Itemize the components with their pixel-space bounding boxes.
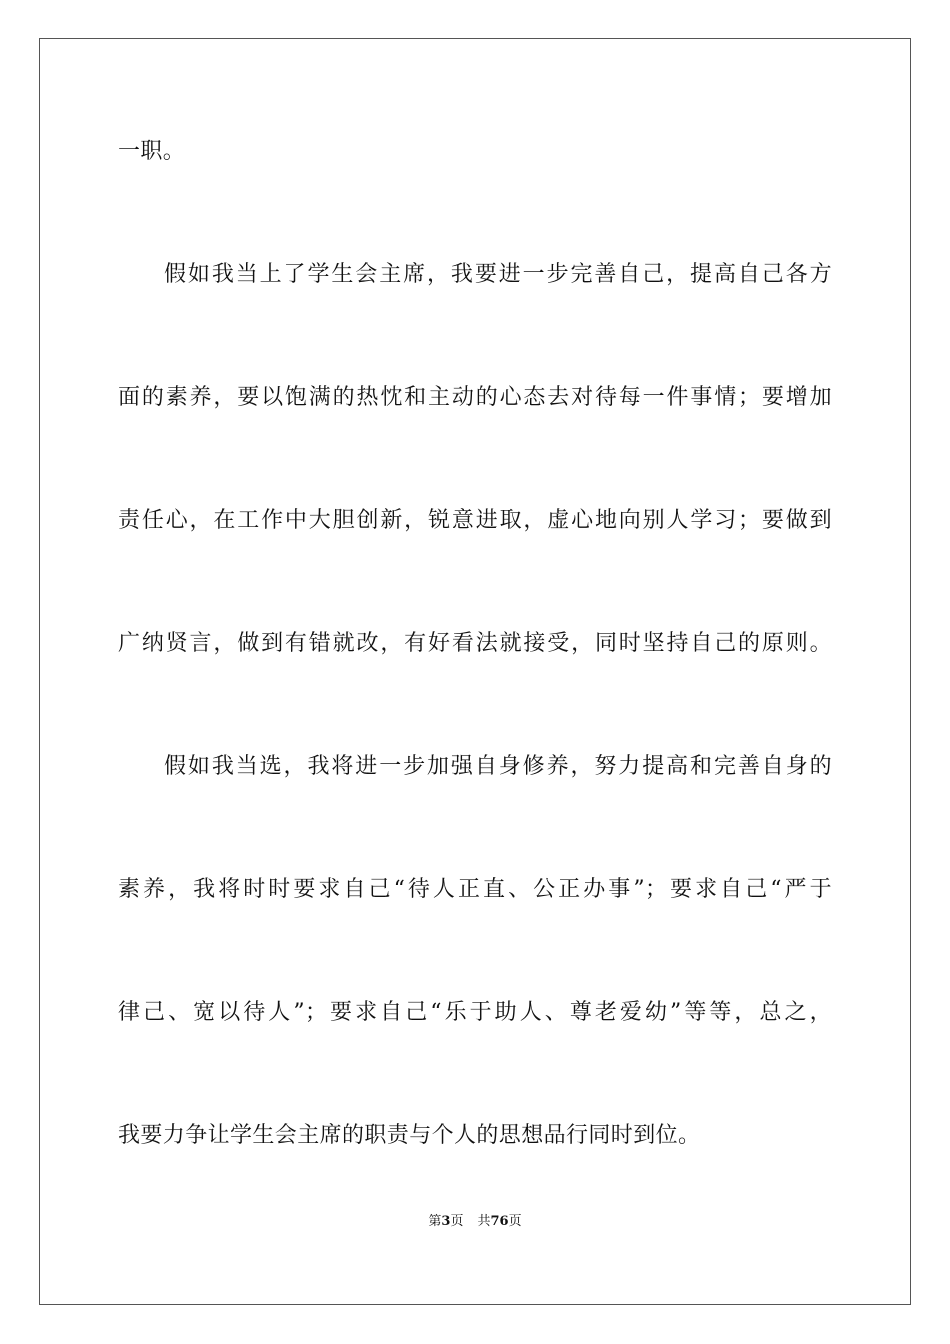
page-footer — [0, 1210, 950, 1229]
total-prefix: 共 — [477, 1214, 491, 1229]
text-line: 责任心，在工作中大胆创新，锐意进取，虚心地向别人学习；要做到 — [118, 508, 832, 533]
page-frame — [39, 38, 911, 1305]
document-body — [118, 109, 832, 1216]
total-pages-number: 76 — [490, 1214, 509, 1229]
page-prefix: 第 — [428, 1214, 442, 1229]
text-line: 面的素养，要以饱满的热忱和主动的心态去对待每一件事情；要增加 — [118, 385, 832, 410]
text-line: 假如我当上了学生会主席，我要进一步完善自己，提高自己各方 — [164, 262, 832, 287]
total-suffix: 页 — [508, 1214, 522, 1229]
text-line: 一职。 — [118, 139, 186, 164]
text-line: 假如我当选，我将进一步加强自身修养，努力提高和完善自身的 — [164, 754, 832, 779]
text-line: 广纳贤言，做到有错就改，有好看法就接受，同时坚持自己的原则。 — [118, 631, 832, 656]
page-suffix: 页 — [450, 1214, 464, 1229]
current-page-number: 3 — [441, 1214, 451, 1229]
text-line: 我要力争让学生会主席的职责与个人的思想品行同时到位。 — [118, 1123, 701, 1148]
text-line: 律己、宽以待人”；要求自己“乐于助人、尊老爱幼”等等，总之， — [118, 1000, 832, 1025]
text-line: 素养，我将时时要求自己“待人正直、公正办事”；要求自己“严于 — [118, 877, 832, 902]
